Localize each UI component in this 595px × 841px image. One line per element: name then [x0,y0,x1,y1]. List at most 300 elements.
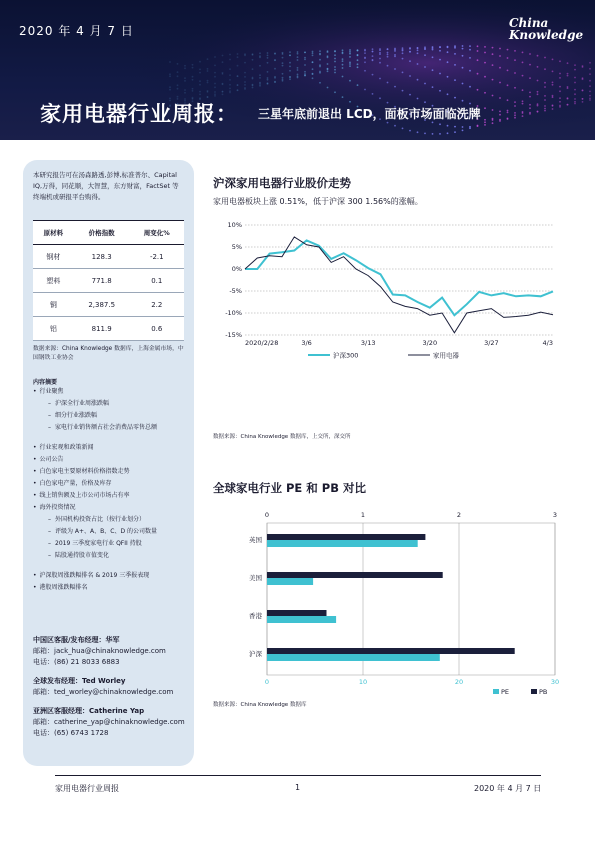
decorative-dot [387,102,389,104]
decorative-dot [222,61,224,63]
decorative-dot [529,104,531,106]
decorative-dot [237,65,239,67]
decorative-dot [544,95,546,97]
decorative-dot [349,80,351,82]
decorative-dot [207,82,209,84]
footer-date: 2020 年 4 月 7 日 [474,784,542,793]
decorative-dot [357,63,359,65]
contents-item: – 外国机构投资占比（按行业划分） [33,514,184,526]
decorative-dot [582,101,584,103]
decorative-dot [447,76,449,78]
decorative-dot [229,59,231,61]
decorative-dot [289,76,291,78]
decorative-dot [529,113,531,115]
decorative-dot [177,88,179,90]
decorative-dot [439,90,441,92]
decorative-dot [499,111,501,113]
decorative-dot [484,119,486,121]
decorative-dot [334,72,336,74]
decorative-dot [499,82,501,84]
decorative-dot [364,70,366,72]
decorative-dot [319,54,321,56]
decorative-dot [409,47,411,49]
pe-bar [267,616,336,623]
decorative-dot [342,64,344,66]
decorative-dot [529,96,531,98]
decorative-dot [522,100,524,102]
y-tick-label: -15% [225,331,242,339]
decorative-dot [424,133,426,135]
decorative-dot [214,83,216,85]
decorative-dot [567,97,569,99]
pe-pb-bar-chart [213,505,563,695]
decorative-dot [447,46,449,48]
decorative-dot [454,45,456,47]
decorative-dot [379,52,381,54]
decorative-dot [454,47,456,49]
top-axis-tick-label: 0 [264,511,270,519]
decorative-dot [274,59,276,61]
decorative-dot [529,107,531,109]
decorative-dot [334,66,336,68]
contents-title: 内容摘要 [33,379,58,386]
decorative-dot [544,86,546,88]
decorative-dot [409,60,411,62]
table-cell: 铜 [33,293,74,317]
decorative-dot [274,81,276,83]
decorative-dot [559,106,561,108]
decorative-dot [229,68,231,70]
brand-logo [509,17,583,41]
decorative-dot [552,82,554,84]
decorative-dot [454,126,456,128]
decorative-dot [222,91,224,93]
decorative-dot [409,51,411,53]
table-row [33,245,184,269]
decorative-dot [439,73,441,75]
footer-report-name: 家用电器行业周报 [55,784,119,793]
decorative-dot [469,57,471,59]
decorative-dot [559,73,561,75]
report-subtitle: 三星年底前退出 LCD，面板市场面临洗牌 [258,107,481,121]
table-cell: 2.2 [130,293,184,317]
decorative-dot [237,89,239,91]
decorative-dot [259,65,261,67]
decorative-dot [282,65,284,67]
decorative-dot [252,54,254,56]
decorative-dot [214,86,216,88]
decorative-dot [184,77,186,79]
decorative-dot [207,80,209,82]
decorative-dot [327,50,329,52]
decorative-dot [244,53,246,55]
table-cell: 铝 [33,317,74,341]
decorative-dot [462,100,464,102]
contact-email[interactable]: 邮箱：catherine_yap@chinaknowledge.com [33,718,185,726]
decorative-dot [484,76,486,78]
decorative-dot [499,55,501,57]
table-header-row [33,221,184,245]
contents-item: • 海外投资情况 [33,502,184,514]
decorative-dot [484,107,486,109]
y-tick-label: 10% [227,221,242,229]
decorative-dot [417,52,419,54]
report-title: 家用电器行业周报： [40,102,238,126]
decorative-dot [514,59,516,61]
category-label: 美国 [249,574,262,582]
decorative-dot [387,54,389,56]
decorative-dot [327,87,329,89]
decorative-dot [582,98,584,100]
decorative-dot [387,65,389,67]
decorative-dot [327,70,329,72]
decorative-dot [567,86,569,88]
decorative-dot [514,114,516,116]
decorative-dot [499,48,501,50]
decorative-dot [282,57,284,59]
decorative-dot [484,62,486,64]
decorative-dot [537,55,539,57]
x-tick-label: 3/13 [360,339,376,347]
decorative-dot [364,57,366,59]
decorative-dot [552,71,554,73]
decorative-dot [282,62,284,64]
decorative-dot [199,61,201,63]
decorative-dot [334,91,336,93]
decorative-dot [229,54,231,56]
decorative-dot [484,121,486,123]
x-tick-label: 3/27 [484,339,499,347]
decorative-dot [379,62,381,64]
legend-label: 家用电器 [433,351,459,360]
decorative-dot [259,74,261,76]
x-tick-label: 3/20 [422,339,438,347]
decorative-dot [507,110,509,112]
decorative-dot [424,101,426,103]
top-axis-tick-label: 1 [360,511,366,519]
decorative-dot [259,52,261,54]
decorative-dot [492,122,494,124]
legend-label: PE [501,688,510,696]
decorative-dot [387,56,389,58]
decorative-dot [409,75,411,77]
decorative-dot [544,108,546,110]
decorative-dot [492,109,494,111]
decorative-dot [372,74,374,76]
decorative-dot [514,105,516,107]
decorative-dot [484,92,486,94]
contact-email[interactable]: 邮箱：jack_hua@chinaknowledge.com [33,647,166,655]
decorative-dot [492,118,494,120]
decorative-dot [192,76,194,78]
decorative-dot [394,125,396,127]
decorative-dot [319,50,321,52]
decorative-dot [379,48,381,50]
contact-phone: 电话：(86) 21 8033 6883 [33,658,120,666]
decorative-dot [507,57,509,59]
table-cell: 钢材 [33,245,74,269]
decorative-dot [252,59,254,61]
decorative-dot [552,104,554,106]
decorative-dot [589,95,591,97]
decorative-dot [537,91,539,93]
decorative-dot [544,99,546,101]
decorative-dot [492,95,494,97]
decorative-dot [342,49,344,51]
decorative-dot [304,71,306,73]
decorative-dot [507,118,509,120]
decorative-dot [447,61,449,63]
decorative-dot [379,78,381,80]
decorative-dot [567,73,569,75]
decorative-dot [184,89,186,91]
category-label: 香港 [249,612,262,620]
decorative-dot [417,131,419,133]
decorative-dot [304,57,306,59]
decorative-dot [372,55,374,57]
decorative-dot [484,46,486,48]
decorative-dot [402,127,404,129]
decorative-dot [402,72,404,74]
decorative-dot [372,93,374,95]
contact-email[interactable]: 邮箱：ted_worley@chinaknowledge.com [33,688,174,696]
decorative-dot [304,64,306,66]
decorative-dot [544,82,546,84]
decorative-dot [267,71,269,73]
decorative-dot [424,54,426,56]
decorative-dot [192,67,194,69]
bottom-axis-tick-label: 30 [550,678,560,686]
decorative-dot [402,58,404,60]
decorative-dot [394,86,396,88]
decorative-dot [237,75,239,77]
decorative-dot [327,55,329,57]
decorative-dot [214,93,216,95]
decorative-dot [207,90,209,92]
sidebar-panel [23,160,194,766]
decorative-dot [192,88,194,90]
table-row [33,317,184,341]
decorative-dot [402,52,404,54]
decorative-dot [514,50,516,52]
pe-bar [267,654,440,661]
decorative-dot [364,89,366,91]
decorative-dot [199,80,201,82]
table-cell: 771.8 [74,269,130,293]
contents-item: – 2019 三季度家电行业 QFII 持股 [33,538,184,550]
decorative-dot [214,65,216,67]
decorative-dot [544,57,546,59]
footer-page-number: 1 [295,783,301,792]
decorative-dot [282,79,284,81]
contact-block-global [33,676,173,698]
decorative-dot [267,83,269,85]
decorative-dot [177,75,179,77]
decorative-dot [237,84,239,86]
contact-block-asia [33,706,185,739]
decorative-dot [439,50,441,52]
decorative-dot [267,62,269,64]
contents-item: – 沪深全行业周涨跌幅 [33,398,184,410]
decorative-dot [222,94,224,96]
y-tick-label: 0% [231,265,242,273]
decorative-dot [199,72,201,74]
pb-bar [267,534,425,540]
decorative-dot [462,130,464,132]
decorative-dot [522,52,524,54]
decorative-dot [319,82,321,84]
decorative-dot [537,111,539,113]
decorative-dot [574,77,576,79]
decorative-dot [589,98,591,100]
table-cell: 0.1 [130,269,184,293]
decorative-dot [177,63,179,65]
decorative-dot [582,89,584,91]
decorative-dot [214,95,216,97]
decorative-dot [282,73,284,75]
decorative-dot [192,79,194,81]
decorative-dot [387,82,389,84]
decorative-dot [522,115,524,117]
decorative-dot [372,48,374,50]
contents-item: • 白色家电产量，价格及库存 [33,478,184,490]
decorative-dot [199,84,201,86]
decorative-dot [574,103,576,105]
y-tick-label: -5% [229,287,242,295]
decorative-dot [432,69,434,71]
contents-item: • 白色家电主要原材料价格指数走势 [33,466,184,478]
decorative-dot [589,91,591,93]
decorative-dot [522,62,524,64]
decorative-dot [432,86,434,88]
decorative-dot [559,86,561,88]
contents-item: • 线上销售额及上市公司市场占有率 [33,490,184,502]
decorative-dot [357,55,359,57]
decorative-dot [289,62,291,64]
decorative-dot [417,49,419,51]
decorative-dot [589,68,591,70]
decorative-dot [529,77,531,79]
decorative-dot [177,84,179,86]
decorative-dot [522,89,524,91]
header-banner [0,0,595,140]
decorative-dot [507,99,509,101]
decorative-dot [207,58,209,60]
top-axis-tick-label: 3 [552,511,558,519]
decorative-dot [514,117,516,119]
table-cell: 2,387.5 [74,293,130,317]
decorative-dot [334,61,336,63]
contact-title: 全球发布经理：Ted Worley [33,677,126,685]
decorative-dot [469,45,471,47]
decorative-dot [514,72,516,74]
decorative-dot [282,77,284,79]
decorative-dot [267,79,269,81]
decorative-dot [469,70,471,72]
decorative-dot [432,46,434,48]
decorative-dot [342,60,344,62]
decorative-dot [529,92,531,94]
decorative-dot [342,76,344,78]
decorative-dot [214,91,216,93]
decorative-dot [214,56,216,58]
table-header-cell: 价格指数 [74,221,130,245]
decorative-dot [514,112,516,114]
y-tick-label: 5% [231,243,242,251]
decorative-dot [447,51,449,53]
decorative-dot [417,79,419,81]
bottom-axis-tick-label: 20 [454,678,464,686]
decorative-dot [349,62,351,64]
decorative-dot [454,79,456,81]
decorative-dot [327,68,329,70]
decorative-dot [394,49,396,51]
decorative-dot [342,96,344,98]
table-cell: -2.1 [130,245,184,269]
decorative-dot [462,126,464,128]
brand-line-2: Knowledge [509,28,584,42]
decorative-dot [567,75,569,77]
decorative-dot [559,97,561,99]
decorative-dot [552,84,554,86]
decorative-dot [589,85,591,87]
brand-line-1: China [509,16,549,30]
contents-item: • 行业聚焦 [33,386,184,398]
decorative-dot [297,56,299,58]
decorative-dot [259,85,261,87]
section-summary: 家用电器板块上涨 0.51%，低于沪深 300 1.56%的涨幅。 [213,197,423,206]
decorative-dot [259,55,261,57]
table-source-note: 数据来源：China Knowledge 数据库，上海金属市场，中国钢铁工业协会 [33,346,184,361]
pe-bar [267,578,313,585]
contact-title: 中国区客服/发布经理：华军 [33,636,120,644]
pb-bar [267,610,327,616]
decorative-dot [477,59,479,61]
decorative-dot [544,68,546,70]
decorative-dot [297,67,299,69]
decorative-dot [379,58,381,60]
section-title-pe-pb: 全球家电行业 PE 和 PB 对比 [213,481,366,495]
legend-swatch [531,689,537,694]
decorative-dot [522,103,524,105]
decorative-dot [454,64,456,66]
decorative-dot [244,62,246,64]
decorative-dot [537,93,539,95]
header-date: 2020 年 4 月 7 日 [19,24,134,38]
decorative-dot [312,61,314,63]
contents-item: • 行业宏观和政策新闻 [33,442,184,454]
footer-divider [55,775,541,776]
decorative-dot [214,76,216,78]
decorative-dot [469,49,471,51]
decorative-dot [559,90,561,92]
decorative-dot [492,79,494,81]
decorative-dot [492,47,494,49]
decorative-dot [274,76,276,78]
decorative-dot [177,71,179,73]
table-row [33,293,184,317]
decorative-dot [574,101,576,103]
decorative-dot [477,89,479,91]
decorative-dot [289,70,291,72]
decorative-dot [259,77,261,79]
decorative-dot [184,65,186,67]
decorative-dot [372,51,374,53]
pb-bar [267,648,515,654]
decorative-dot [507,70,509,72]
decorative-dot [357,49,359,51]
decorative-dot [379,97,381,99]
